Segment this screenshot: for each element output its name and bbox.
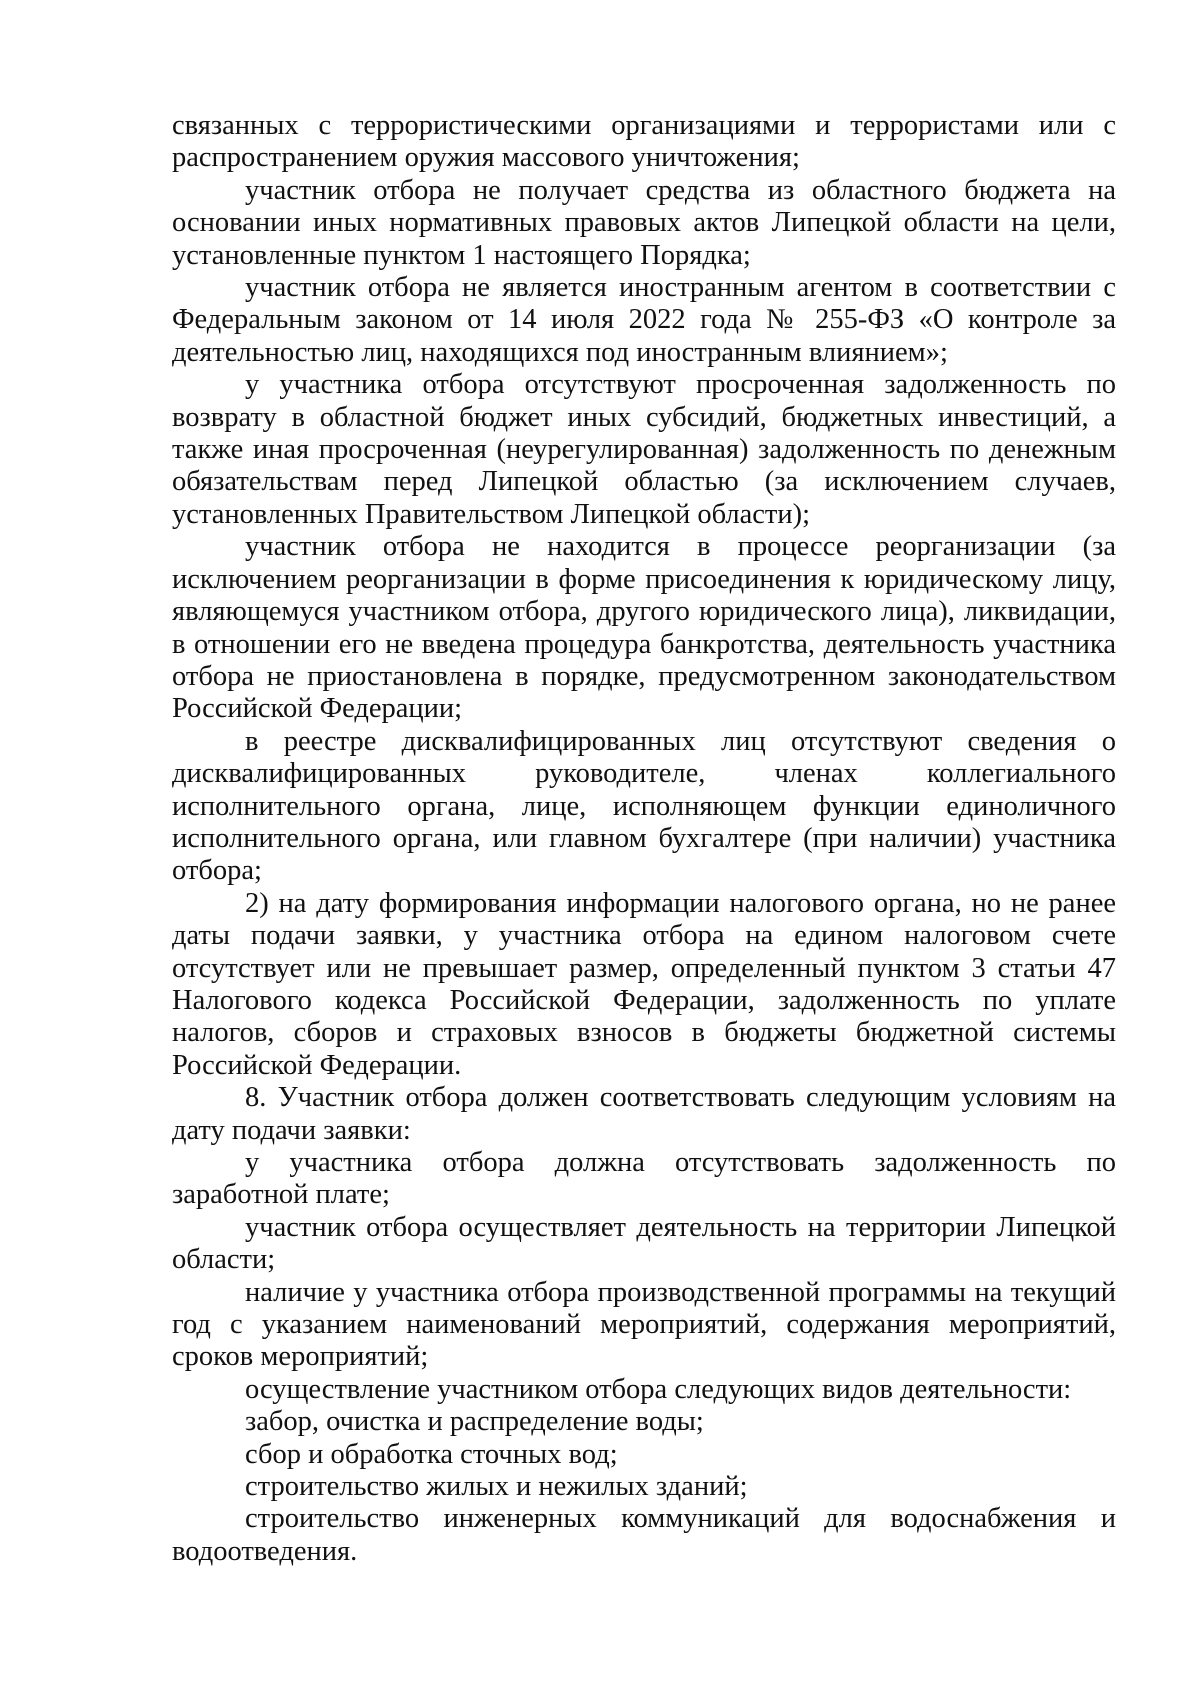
paragraph-6: в реестре дисквалифицированных лиц отсутствуют сведения о дисквалифицированных руководителе, членах коллегиального исполнительного органа, лице, исполняющем функции единоличного исполнительного органа, или главном бухгалтере (при наличии) участника отбора; bbox=[172, 725, 1116, 887]
paragraph-16: строительство инженерных коммуникаций для водоснабжения и водоотведения. bbox=[172, 1503, 1116, 1567]
paragraph-2: участник отбора не получает средства из областного бюджета на основании иных нормативных правовых актов Липецкой области на цели, установленные пунктом 1 настоящего Порядка; bbox=[172, 174, 1116, 271]
paragraph-13: забор, очистка и распределение воды; bbox=[245, 1406, 704, 1438]
paragraph-9: у участника отбора должна отсутствовать задолженность по заработной плате; bbox=[172, 1147, 1116, 1211]
paragraph-5: участник отбора не находится в процессе реорганизации (за исключением реорганизации в форме присоединения к юридическому лицу, являющемуся участником отбора, другого юридического лица), ликвидации, в отношении его не введена процедура банкротства, деятельность участника отбора не приостановлена в порядке, предусмотренном законодательством Российской Федерации; bbox=[172, 531, 1116, 725]
paragraph-11: наличие у участника отбора производственной программы на текущий год с указанием наименований мероприятий, содержания мероприятий, сроков мероприятий; bbox=[172, 1276, 1116, 1373]
paragraph-15: строительство жилых и нежилых зданий; bbox=[245, 1471, 748, 1503]
paragraph-14: сбор и обработка сточных вод; bbox=[245, 1438, 618, 1470]
document-body bbox=[172, 110, 1116, 1568]
paragraph-3: участник отбора не является иностранным агентом в соответствии с Федеральным законом от 14 июля 2022 года № 255-ФЗ «О контроле за деятельностью лиц, находящихся под иностранным влиянием»; bbox=[172, 272, 1116, 368]
paragraph-8: 8. Участник отбора должен соответствовать следующим условиям на дату подачи заявки: bbox=[172, 1082, 1116, 1146]
paragraph-1: связанных с террористическими организациями и террористами или с распространением оружия массового уничтожения; bbox=[172, 110, 1116, 174]
paragraph-4: у участника отбора отсутствуют просроченная задолженность по возврату в областной бюджет иных субсидий, бюджетных инвестиций, а также иная просроченная (неурегулированная) задолженность по денежным обязательствам перед Липецкой областью (за исключением случаев, установленных Правительством Липецкой области); bbox=[172, 369, 1116, 530]
paragraph-10: участник отбора осуществляет деятельность на территории Липецкой области; bbox=[172, 1211, 1116, 1276]
paragraph-12: осуществление участником отбора следующих видов деятельности: bbox=[245, 1373, 1072, 1405]
paragraph-7: 2) на дату формирования информации налогового органа, но не ранее даты подачи заявки, у участника отбора на едином налоговом счете отсутствует или не превышает размер, определенный пунктом 3 статьи 47 Налогового кодекса Российской Федерации, задолженность по уплате налогов, сборов и страховых взносов в бюджеты бюджетной системы Российской Федерации. bbox=[172, 887, 1116, 1081]
